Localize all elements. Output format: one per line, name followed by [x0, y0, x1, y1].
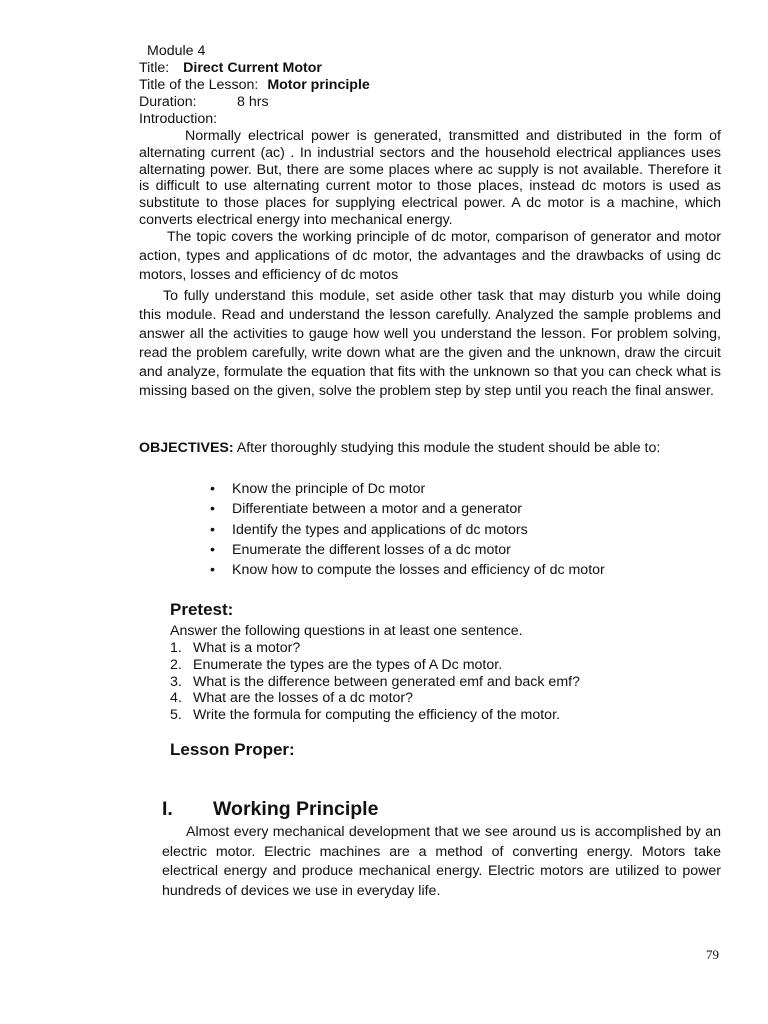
- duration-line: [139, 94, 269, 111]
- page-number: 79: [706, 947, 719, 962]
- bullet-icon: •: [210, 481, 215, 497]
- question-item: 2. Enumerate the types are the types of A Dc motor.: [170, 656, 503, 673]
- title-label: Title:: [139, 60, 170, 76]
- bullet-icon: •: [210, 562, 215, 579]
- section-number: I.: [162, 798, 173, 820]
- lesson-title-label: Title of the Lesson:: [139, 77, 259, 93]
- bullet-icon: •: [210, 541, 215, 558]
- question-item: 4. What are the losses of a dc motor?: [170, 690, 414, 707]
- section-title: Working Principle: [213, 798, 379, 820]
- intro-paragraph-2: The topic covers the working principle of dc motor, comparison of generator and motor action, types and applications of dc motor, the advantages and the drawbacks of using dc motors, losses and efficiency of dc motos: [139, 229, 721, 283]
- title-line: [139, 60, 322, 77]
- introduction-label: Introduction:: [139, 111, 218, 127]
- objectives-text: After thoroughly studying this module the student should be able to:: [236, 440, 661, 456]
- objective-item: • Know the principle of Dc motor: [210, 479, 710, 499]
- question-item: 3. What is the difference between generated emf and back emf?: [170, 673, 580, 690]
- bullet-icon: •: [210, 521, 215, 538]
- pretest-instruction: Answer the following questions in at least one sentence.: [170, 623, 523, 639]
- intro-paragraph-3: To fully understand this module, set aside other task that may disturb you while doing this module. Read and understand the lesson carefully. Analyzed the sample problems and answer all the activities to gauge how well you understand the lesson. For problem solving, read the problem carefully, write down what are the given and the unknown, draw the circuit and analyze, formulate the equation that fits with the unknown so that you can check what is missing based on the given, solve the problem step by step until you reach the final answer.: [139, 288, 721, 399]
- question-item: 5. Write the formula for computing the efficiency of the motor.: [170, 707, 560, 724]
- objective-item: • Enumerate the different losses of a dc motor: [210, 540, 710, 560]
- objectives-line: [139, 440, 739, 456]
- intro-paragraph-1: Normally electrical power is generated, transmitted and distributed in the form of alternating current (ac) . In industrial sectors and the household electrical appliances uses alternating power. But, there are some places where ac supply is not available. Therefore it is difficult to use alternating current motor to those places, instead dc motors is used as substitute to those places for supplying electrical power. A dc motor is a machine, which converts electrical energy into mechanical energy.: [139, 128, 721, 228]
- objective-item: • Know how to compute the losses and efficiency of dc motor: [210, 560, 710, 580]
- lesson-title-line: [139, 77, 370, 94]
- pretest-heading: Pretest:: [170, 600, 234, 619]
- lesson-title-value: Motor principle: [267, 77, 370, 93]
- duration-value: 8 hrs: [237, 94, 269, 110]
- objectives-label: OBJECTIVES:: [139, 440, 234, 456]
- lesson-paragraph-1: Almost every mechanical development that we see around us is accomplished by an electric motor. Electric machines are a method of converting energy. Motors take electrical energy and produce mechanical energy. Electric motors are utilized to power hundreds of devices we use in everyday life.: [162, 824, 721, 899]
- duration-label: Duration:: [139, 94, 197, 110]
- objective-item: • Differentiate between a motor and a generator: [210, 499, 710, 519]
- bullet-icon: •: [210, 501, 215, 518]
- lesson-proper-heading: Lesson Proper:: [170, 740, 295, 759]
- objective-item: • Identify the types and applications of dc motors: [210, 520, 710, 540]
- objectives-list: [210, 479, 710, 580]
- pretest-questions: [170, 640, 730, 724]
- title-value: Direct Current Motor: [183, 60, 322, 76]
- question-item: 1. What is a motor?: [170, 640, 301, 656]
- module-label: Module 4: [147, 43, 206, 59]
